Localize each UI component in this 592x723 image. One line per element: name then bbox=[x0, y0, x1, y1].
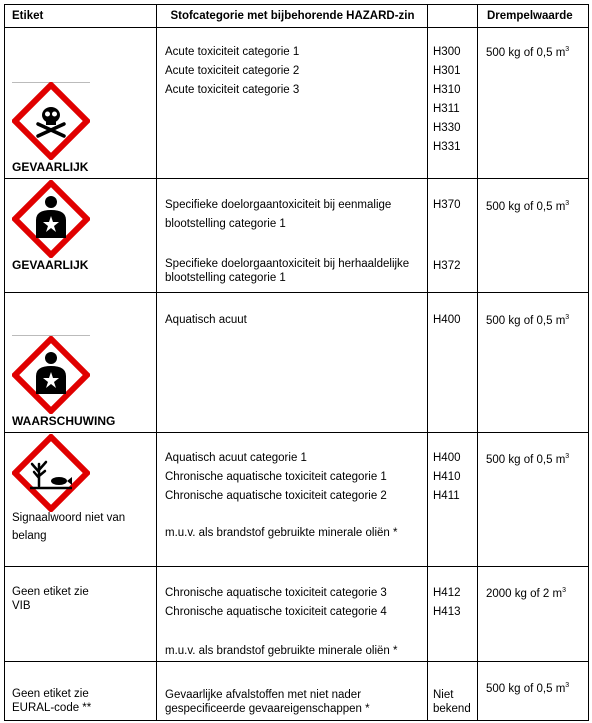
signal-word-note: Signaalwoord niet van bbox=[12, 512, 126, 524]
row-divider bbox=[4, 661, 589, 662]
header-etiket: Etiket bbox=[12, 10, 44, 22]
hazard-code: H300 bbox=[433, 46, 461, 58]
hazard-category: Chronische aquatische toxiciteit categorie 4 bbox=[165, 606, 387, 618]
hazard-category: blootstelling categorie 1 bbox=[165, 272, 286, 284]
row-divider bbox=[4, 292, 589, 293]
health-hazard-icon bbox=[12, 180, 90, 258]
table-border-bottom bbox=[4, 720, 589, 721]
row-divider bbox=[4, 566, 589, 567]
hazard-code: H400 bbox=[433, 452, 461, 464]
row-divider bbox=[4, 178, 589, 179]
table-border-top bbox=[4, 4, 589, 5]
hazard-code: H412 bbox=[433, 587, 461, 599]
header-drempelwaarde: Drempelwaarde bbox=[487, 10, 573, 22]
hazard-category: Aquatisch acuut bbox=[165, 314, 247, 326]
signal-word: GEVAARLIJK bbox=[12, 160, 89, 174]
hazard-code: H413 bbox=[433, 606, 461, 618]
header-divider bbox=[4, 27, 589, 28]
hazard-category: Gevaarlijke afvalstoffen met niet nader bbox=[165, 689, 362, 701]
hazard-code: H370 bbox=[433, 199, 461, 211]
col-border bbox=[4, 4, 5, 721]
hazard-code: Niet bbox=[433, 689, 454, 701]
hazard-category: m.u.v. als brandstof gebruikte minerale oliën * bbox=[165, 645, 398, 657]
threshold-value: 2000 kg of 2 $m^3$ bbox=[486, 587, 566, 600]
label-note: EURAL-code ** bbox=[12, 702, 92, 714]
hazard-code: H301 bbox=[433, 65, 461, 77]
hazard-code: H310 bbox=[433, 84, 461, 96]
skull-crossbones-icon bbox=[12, 82, 90, 160]
hazard-code: H400 bbox=[433, 314, 461, 326]
header-stofcategorie: Stofcategorie met bijbehorende HAZARD-zin bbox=[170, 10, 415, 22]
hazard-category: gespecificeerde gevaareigenschappen * bbox=[165, 703, 370, 715]
threshold-value: 500 kg of 0,5 $m^3$ bbox=[486, 46, 570, 59]
signal-word: WAARSCHUWING bbox=[12, 414, 116, 428]
hazard-code: H330 bbox=[433, 122, 461, 134]
signal-word-note: belang bbox=[12, 530, 47, 542]
col-border bbox=[588, 4, 589, 721]
hazard-code: bekend bbox=[433, 703, 471, 715]
hazard-category: Chronische aquatische toxiciteit categorie 3 bbox=[165, 587, 387, 599]
signal-word: GEVAARLIJK bbox=[12, 258, 89, 272]
threshold-value: 500 kg of 0,5 $m^3$ bbox=[486, 682, 570, 695]
hazard-category: Acute toxiciteit categorie 2 bbox=[165, 65, 300, 77]
hazard-code: H331 bbox=[433, 141, 461, 153]
hazard-category: Acute toxiciteit categorie 3 bbox=[165, 84, 300, 96]
hazard-category: m.u.v. als brandstof gebruikte minerale oliën * bbox=[165, 527, 398, 539]
environment-icon bbox=[12, 434, 90, 512]
hazard-code: H411 bbox=[433, 490, 460, 502]
hazard-category: Specifieke doelorgaantoxiciteit bij eenmalige bbox=[165, 199, 392, 211]
hazard-category: Chronische aquatische toxiciteit categorie 1 bbox=[165, 471, 387, 483]
col-border bbox=[477, 4, 478, 721]
label-note: VIB bbox=[12, 600, 31, 612]
col-border-thin bbox=[427, 4, 428, 721]
row-divider bbox=[4, 432, 589, 433]
health-hazard-icon bbox=[12, 336, 90, 414]
hazard-category: Acute toxiciteit categorie 1 bbox=[165, 46, 300, 58]
threshold-value: 500 kg of 0,5 $m^3$ bbox=[486, 453, 570, 466]
hazard-category: Specifieke doelorgaantoxiciteit bij herhaaldelijke bbox=[165, 258, 410, 270]
label-note: Geen etiket zie bbox=[12, 586, 89, 598]
hazard-code: H311 bbox=[433, 103, 460, 115]
col-border bbox=[156, 4, 157, 721]
label-note: Geen etiket zie bbox=[12, 688, 89, 700]
hazard-category: Aquatisch acuut categorie 1 bbox=[165, 452, 307, 464]
hazard-code: H410 bbox=[433, 471, 461, 483]
hazard-code: H372 bbox=[433, 260, 461, 272]
hazard-category: Chronische aquatische toxiciteit categorie 2 bbox=[165, 490, 387, 502]
threshold-value: 500 kg of 0,5 $m^3$ bbox=[486, 314, 570, 327]
hazard-category: blootstelling categorie 1 bbox=[165, 218, 286, 230]
threshold-value: 500 kg of 0,5 $m^3$ bbox=[486, 200, 570, 213]
